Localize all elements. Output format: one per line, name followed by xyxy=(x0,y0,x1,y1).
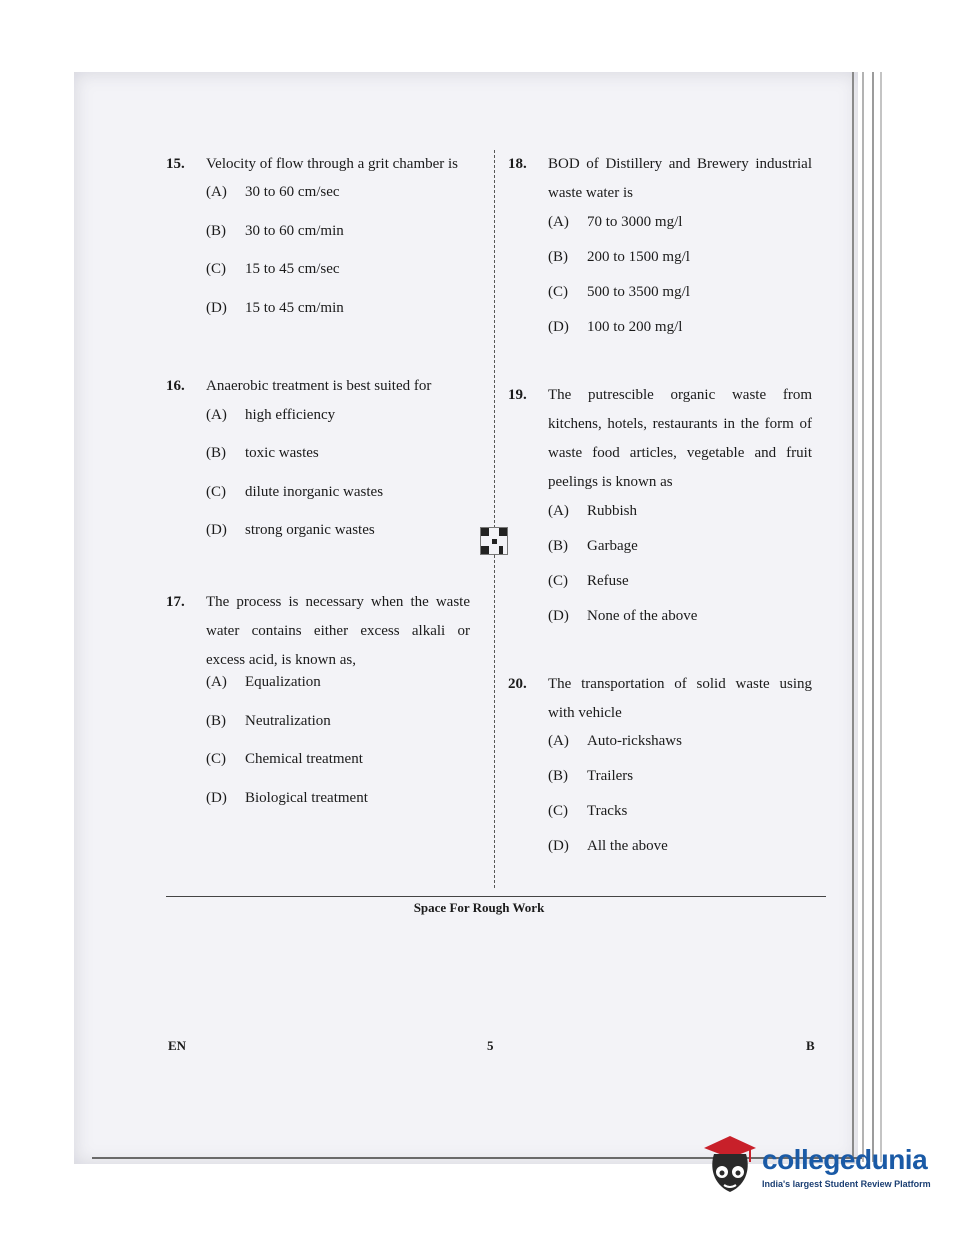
question-text: BOD of Distillery and Brewery industrial waste water is xyxy=(548,156,812,202)
question-number: 20. xyxy=(508,675,527,692)
question-text: The putrescible organic waste from kitchens, hotels, restaurants in the form of waste food articles, vegetable and fruit peelings is known as xyxy=(548,386,812,491)
option-label: (B) xyxy=(548,768,568,784)
option-text: 200 to 1500 mg/l xyxy=(587,248,690,265)
option-label: (B) xyxy=(548,248,568,265)
option-list xyxy=(548,734,812,874)
option-label: (A) xyxy=(206,406,227,423)
brand-tagline: India's largest Student Review Platform xyxy=(762,1179,931,1189)
option-text: Auto-rickshaws xyxy=(587,733,682,749)
option-label: (D) xyxy=(206,522,227,538)
option-text: 500 to 3500 mg/l xyxy=(587,283,690,300)
brand-name: collegedunia xyxy=(762,1144,928,1175)
page-edge-line xyxy=(862,72,864,1162)
option xyxy=(206,714,470,753)
option xyxy=(548,320,812,355)
option-text: 100 to 200 mg/l xyxy=(587,318,683,335)
option-label: (B) xyxy=(206,222,226,239)
question-19 xyxy=(508,381,812,644)
option-text: 70 to 3000 mg/l xyxy=(587,213,683,230)
option-text: Rubbish xyxy=(587,502,638,519)
option-label: (B) xyxy=(206,445,226,461)
option-label: (A) xyxy=(548,733,569,749)
right-question-column xyxy=(508,150,812,874)
left-question-column xyxy=(166,150,470,829)
question-text: The transportation of solid waste using with vehicle xyxy=(548,675,812,721)
option xyxy=(548,285,812,320)
option-label: (C) xyxy=(206,751,226,768)
question-text: The process is necessary when the waste water contains either excess alkali or excess acid, is known as, xyxy=(206,593,470,668)
option xyxy=(548,769,812,804)
option-text: Neutralization xyxy=(245,712,331,729)
option-label: (D) xyxy=(548,318,569,335)
option-text: Trailers xyxy=(587,768,634,784)
question-18 xyxy=(508,150,812,355)
option-text: 15 to 45 cm/min xyxy=(245,299,344,316)
option xyxy=(548,539,812,574)
option-text: Tracks xyxy=(587,803,628,819)
option xyxy=(206,752,470,791)
option xyxy=(548,734,812,769)
option xyxy=(548,609,812,644)
option-label: (C) xyxy=(548,572,568,589)
option-list xyxy=(206,408,470,562)
rough-work-label: Space For Rough Work xyxy=(413,900,545,915)
question-text: Velocity of flow through a grit chamber is xyxy=(206,156,459,172)
option-text: Refuse xyxy=(587,572,629,589)
option-label: (D) xyxy=(206,789,227,806)
option xyxy=(206,262,470,301)
option-text: 30 to 60 cm/sec xyxy=(245,184,340,201)
page-edge-line xyxy=(880,72,882,1162)
question-text: Anaerobic treatment is best suited for xyxy=(206,378,432,395)
option-label: (B) xyxy=(206,712,226,729)
option-label: (D) xyxy=(548,607,569,624)
collegedunia-logo[interactable] xyxy=(700,1132,940,1202)
option-text: Biological treatment xyxy=(245,789,368,806)
option xyxy=(206,446,470,485)
option-label: (C) xyxy=(548,803,568,819)
question-17 xyxy=(166,588,470,830)
option xyxy=(206,675,470,714)
qr-code-icon xyxy=(481,528,507,554)
question-number: 19. xyxy=(508,386,527,403)
option-text: 15 to 45 cm/sec xyxy=(245,261,340,278)
option xyxy=(548,215,812,250)
option xyxy=(206,224,470,263)
option-text: Garbage xyxy=(587,537,638,554)
option-text: toxic wastes xyxy=(245,445,319,461)
footer-language: EN xyxy=(168,1038,187,1053)
option-text: Equalization xyxy=(245,674,321,691)
option-label: (B) xyxy=(548,537,568,554)
option-text: high efficiency xyxy=(245,406,336,423)
question-number: 18. xyxy=(508,156,527,172)
option-label: (A) xyxy=(548,502,569,519)
option-text: strong organic wastes xyxy=(245,522,375,538)
option-text: None of the above xyxy=(587,607,698,624)
question-number: 16. xyxy=(166,378,185,395)
option-label: (C) xyxy=(548,283,568,300)
page-edge-line xyxy=(872,72,874,1162)
option-label: (A) xyxy=(206,184,227,201)
rough-work-rule xyxy=(166,896,826,897)
option-text: 30 to 60 cm/min xyxy=(245,222,344,239)
option xyxy=(548,250,812,285)
footer-page-number: 5 xyxy=(487,1038,494,1053)
option-list xyxy=(548,504,812,644)
option-label: (A) xyxy=(206,674,227,691)
option xyxy=(206,301,470,340)
page-edge-line xyxy=(852,72,854,1162)
footer-booklet-series: B xyxy=(806,1038,815,1053)
option xyxy=(206,523,470,562)
option-text: Chemical treatment xyxy=(245,751,363,768)
option-label: (A) xyxy=(548,213,569,230)
option xyxy=(548,574,812,609)
option xyxy=(206,791,470,830)
question-20 xyxy=(508,670,812,875)
mascot-icon xyxy=(700,1132,760,1198)
option-text: dilute inorganic wastes xyxy=(245,483,384,500)
question-16 xyxy=(166,372,470,561)
option xyxy=(548,804,812,839)
option xyxy=(206,185,470,224)
option-list xyxy=(206,675,470,829)
option-label: (D) xyxy=(548,838,569,854)
option-list xyxy=(548,215,812,355)
option-label: (C) xyxy=(206,483,226,500)
option-text: All the above xyxy=(587,838,668,854)
question-number: 15. xyxy=(166,156,185,172)
option xyxy=(548,839,812,874)
option xyxy=(206,485,470,524)
option-label: (C) xyxy=(206,261,226,278)
option xyxy=(548,504,812,539)
option-label: (D) xyxy=(206,299,227,316)
question-number: 17. xyxy=(166,593,185,610)
question-15 xyxy=(166,150,470,339)
option xyxy=(206,408,470,447)
option-list xyxy=(206,185,470,339)
column-divider xyxy=(494,150,495,888)
